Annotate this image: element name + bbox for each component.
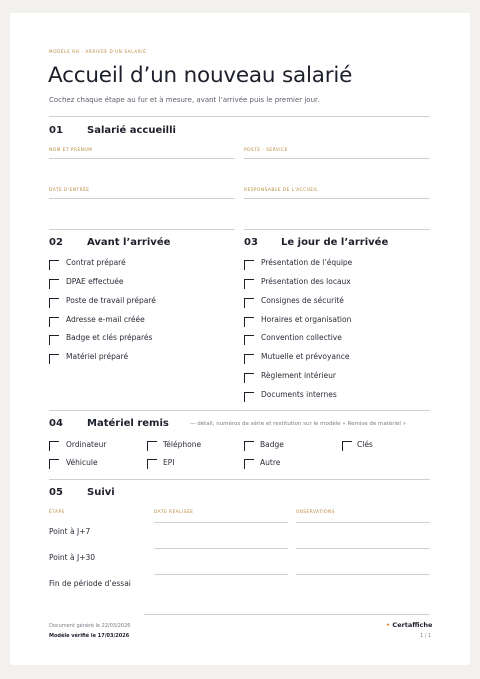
page-subtitle: Cochez chaque étape au fur et à mesure, avant l’arrivée puis le premier jour. <box>49 96 320 104</box>
table-row-label: Point à J+7 <box>49 527 91 536</box>
date-field[interactable] <box>154 574 288 575</box>
equipment-item-label: Véhicule <box>66 458 98 467</box>
date-field[interactable] <box>154 548 288 549</box>
checkbox[interactable] <box>244 392 254 402</box>
footer-verified-date: Modèle vérifié le 17/03/2026 <box>49 633 130 639</box>
checklist-item-label: Convention collective <box>261 333 342 342</box>
checkbox[interactable] <box>49 441 59 451</box>
checkbox[interactable] <box>49 335 59 345</box>
section-1-number: 01 <box>49 125 63 136</box>
footer-generated-date: Document généré le 22/03/2026 <box>49 623 131 629</box>
checklist-item-label: Règlement intérieur <box>261 371 336 380</box>
checklist-item-label: Présentation des locaux <box>261 277 351 286</box>
checkbox[interactable] <box>49 459 59 469</box>
header-divider <box>49 116 430 117</box>
checkbox[interactable] <box>49 298 59 308</box>
checkbox[interactable] <box>342 441 352 451</box>
checkbox[interactable] <box>244 335 254 345</box>
checkbox[interactable] <box>244 279 254 289</box>
observations-field[interactable] <box>296 574 430 575</box>
checkbox[interactable] <box>49 260 59 270</box>
field-start-date-input[interactable] <box>49 198 235 199</box>
table-header-line <box>154 522 288 523</box>
field-line-extra-right <box>244 229 430 230</box>
field-label-position: POSTE · SERVICE <box>244 148 288 153</box>
table-header-date: DATE RÉALISÉE <box>154 510 194 515</box>
section-divider <box>49 410 430 411</box>
section-4-number: 04 <box>49 418 63 429</box>
table-header-line <box>296 522 430 523</box>
section-3-number: 03 <box>244 237 258 248</box>
field-position-input[interactable] <box>244 158 430 159</box>
section-4-note: — détail, numéros de série et restitution sur le modèle « Remise de matériel » <box>190 421 407 427</box>
checklist-item-label: Contrat préparé <box>66 258 126 267</box>
checklist-item-label: Matériel préparé <box>66 352 129 361</box>
checkbox[interactable] <box>49 317 59 327</box>
checkbox[interactable] <box>244 317 254 327</box>
table-header-observations: OBSERVATIONS <box>296 510 335 515</box>
table-row-label: Fin de période d’essai <box>49 579 131 588</box>
checkbox[interactable] <box>244 373 254 383</box>
document-page <box>10 13 470 665</box>
checkbox[interactable] <box>244 354 254 364</box>
field-label-start-date: DATE D'ENTRÉE <box>49 188 90 193</box>
section-2-number: 02 <box>49 237 63 248</box>
checklist-item-label: Poste de travail préparé <box>66 296 156 305</box>
section-5-number: 05 <box>49 487 63 498</box>
equipment-item-label: Clés <box>357 440 373 449</box>
table-row-label: Point à J+30 <box>49 553 96 562</box>
table-header-step: ÉTAPE <box>49 510 65 515</box>
checklist-item-label: Badge et clés préparés <box>66 333 153 342</box>
checkbox[interactable] <box>244 441 254 451</box>
checkbox[interactable] <box>244 459 254 469</box>
field-label-manager: RESPONSABLE DE L'ACCUEIL <box>244 188 319 193</box>
brand-logo <box>386 621 432 629</box>
checklist-item-label: Présentation de l’équipe <box>261 258 353 267</box>
brand-dot-icon: • <box>386 621 391 629</box>
checklist-item-label: Horaires et organisation <box>261 315 352 324</box>
equipment-item-label: EPI <box>163 458 175 467</box>
section-2-title: Avant l’arrivée <box>87 237 171 248</box>
section-5-title: Suivi <box>87 487 115 498</box>
checklist-item-label: Consignes de sécurité <box>261 296 344 305</box>
section-divider <box>49 479 430 480</box>
equipment-item-label: Autre <box>260 458 281 467</box>
equipment-item-label: Badge <box>260 440 284 449</box>
equipment-item-label: Ordinateur <box>66 440 107 449</box>
section-3-title: Le jour de l’arrivée <box>281 237 389 248</box>
field-line-extra-left <box>49 229 235 230</box>
observations-field[interactable] <box>296 548 430 549</box>
checkbox[interactable] <box>147 441 157 451</box>
equipment-item-label: Téléphone <box>163 440 202 449</box>
brand-name: Certaffiche <box>392 621 433 629</box>
checkbox[interactable] <box>244 260 254 270</box>
checklist-item-label: Documents internes <box>261 390 337 399</box>
page-title: Accueil d’un nouveau salarié <box>48 63 353 88</box>
checkbox[interactable] <box>147 459 157 469</box>
field-manager-input[interactable] <box>244 198 430 199</box>
checkbox[interactable] <box>49 279 59 289</box>
checklist-item-label: Adresse e-mail créée <box>66 315 145 324</box>
field-name-input[interactable] <box>49 158 235 159</box>
footer-divider <box>144 614 430 615</box>
checkbox[interactable] <box>49 354 59 364</box>
checkbox[interactable] <box>244 298 254 308</box>
checklist-item-label: Mutuelle et prévoyance <box>261 352 350 361</box>
section-1-title: Salarié accueilli <box>87 125 176 136</box>
section-4-title: Matériel remis <box>87 418 169 429</box>
field-label-name: NOM ET PRÉNOM <box>49 148 93 153</box>
checklist-item-label: DPAE effectuée <box>66 277 124 286</box>
page-number: 1 / 1 <box>420 633 432 639</box>
document-eyebrow: MODÈLE RH · ARRIVÉE D'UN SALARIÉ <box>49 49 147 54</box>
